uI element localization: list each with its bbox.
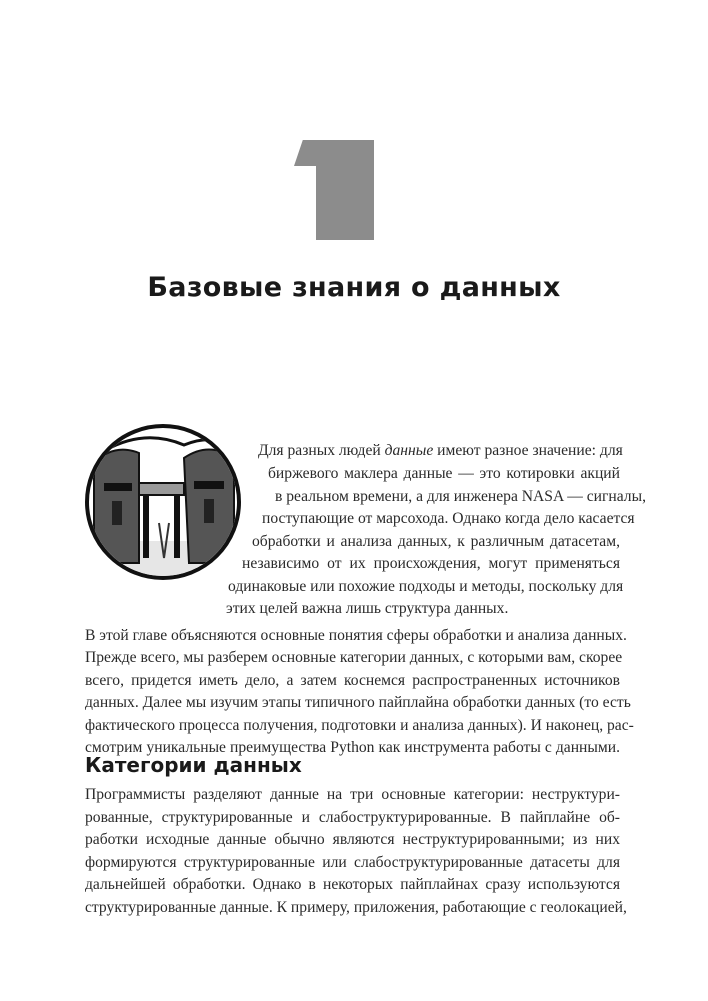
chapter-number-graphic bbox=[316, 140, 374, 240]
overview-line: всего, придется иметь дело, а затем коснемся распространенных источников bbox=[85, 672, 620, 689]
overview-line: В этой главе объясняются основные понятия сферы обработки и анализа данных. bbox=[85, 627, 627, 644]
overview-line: Прежде всего, мы разберем основные категории данных, с которыми вам, скорее bbox=[85, 649, 623, 666]
intro-line: биржевого маклера данные — это котировки акций bbox=[268, 465, 620, 482]
section-line: дальнейшей обработки. Однако в некоторых пайплайнах сразу используются bbox=[85, 876, 620, 893]
chapter-title: Базовые знания о данных bbox=[147, 272, 561, 303]
section-line: Программисты разделяют данные на три основные категории: неструктури- bbox=[85, 786, 620, 803]
intro-line: независимо от их происхождения, могут применяться bbox=[242, 555, 620, 572]
overview-line: смотрим уникальные преимущества Python как инструмента работы с данными. bbox=[85, 739, 620, 756]
intro-line: этих целей важна лишь структура данных. bbox=[226, 600, 509, 617]
intro-line: обработки и анализа данных, к различным датасетам, bbox=[252, 533, 620, 550]
intro-line: поступающие от марсохода. Однако когда дело касается bbox=[262, 510, 635, 527]
section-line: формируются структурированные или слабоструктурированные датасеты для bbox=[85, 854, 620, 871]
section-heading: Категории данных bbox=[85, 753, 302, 777]
section-line: структурированные данные. К примеру, приложения, работающие с геолокацией, bbox=[85, 899, 627, 916]
overview-line: данных. Далее мы изучим этапы типичного пайплайна обработки данных (то есть bbox=[85, 694, 631, 711]
intro-line: одинаковые или похожие подходы и методы, поскольку для bbox=[228, 578, 624, 595]
emphasis: данные bbox=[384, 442, 434, 459]
section-line: работки исходные данные обычно являются неструктурированными; из них bbox=[85, 831, 620, 848]
intro-line: Для разных людей данные имеют разное значение: для bbox=[258, 442, 623, 459]
intro-line: в реальном времени, а для инженера NASA — сигналы, bbox=[275, 488, 646, 505]
chapter-illustration-icon bbox=[84, 423, 242, 581]
overview-line: фактического процесса получения, подготовки и анализа данных). И наконец, рас- bbox=[85, 717, 634, 734]
section-line: рованные, структурированные и слабоструктурированные. В пайплайне об- bbox=[85, 809, 620, 826]
